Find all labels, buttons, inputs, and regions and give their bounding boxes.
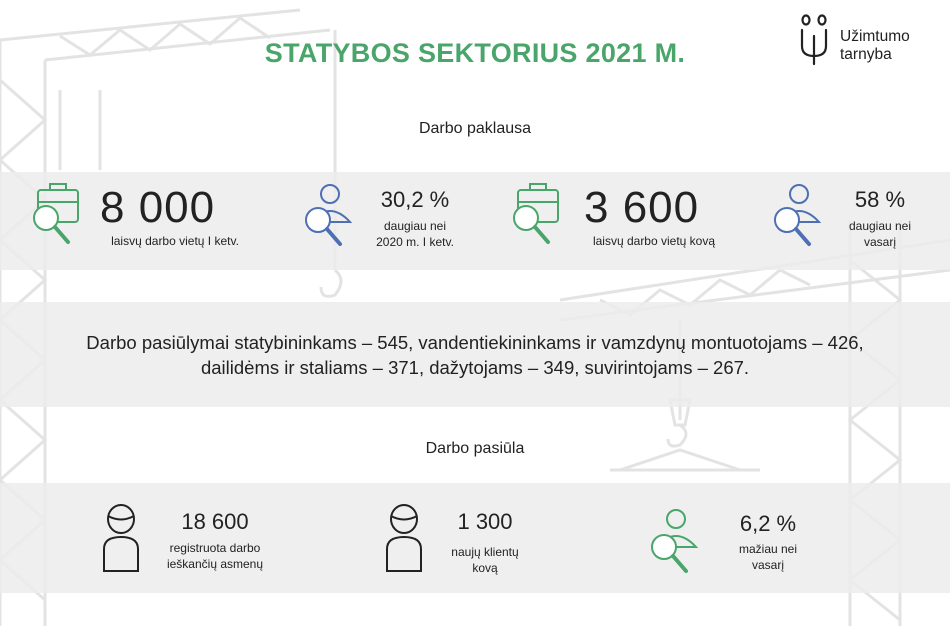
demand-caption-2a: daugiau nei — [383, 219, 447, 233]
demand-caption-3: laisvų darbo vietų kovą — [592, 234, 716, 248]
demand-caption-2b: 2020 m. I ketv. — [376, 235, 454, 249]
person-icon — [383, 503, 425, 575]
supply-value-2: 1 300 — [457, 509, 513, 534]
supply-value-3: 6,2 % — [739, 511, 797, 536]
demand-caption-1: laisvų darbo vietų I ketv. — [111, 234, 239, 248]
supply-caption-2a: naujų klientų — [451, 545, 519, 559]
person-search-icon — [642, 507, 704, 579]
supply-caption-3b: vasarį — [751, 558, 784, 572]
job-offers-text — [0, 330, 950, 380]
supply-caption-2b: kovą — [472, 561, 498, 575]
briefcase-search-icon — [506, 180, 564, 248]
supply-label: Darbo pasiūla — [425, 440, 525, 457]
demand-value-2: 30,2 % — [380, 187, 450, 212]
person-search-icon — [765, 182, 827, 250]
job-offers-line-2: dailidėms ir staliams – 371, dažytojams – 349, suvirintojams – 267. — [200, 357, 750, 378]
demand-caption-4a: daugiau nei — [848, 219, 912, 233]
logo-line-2: tarnyba — [840, 46, 892, 63]
logo-text — [840, 28, 910, 64]
job-offers-line-1: Darbo pasiūlymai statybininkams – 545, vandentiekininkams ir vamzdynų montuotojams – 426, — [86, 332, 864, 353]
supply-caption-1b: ieškančių asmenų — [166, 557, 264, 571]
demand-value-4: 58 % — [854, 187, 906, 212]
person-icon — [100, 503, 142, 575]
logo-line-1: Užimtumo — [840, 28, 910, 45]
demand-value-3: 3 600 — [584, 183, 700, 232]
page-title: STATYBOS SEKTORIUS 2021 M. — [264, 38, 686, 68]
demand-label: Darbo paklausa — [418, 120, 532, 137]
supply-value-1: 18 600 — [181, 509, 249, 534]
demand-value-1: 8 000 — [100, 183, 216, 232]
supply-band — [0, 483, 950, 593]
person-search-icon — [296, 182, 358, 250]
supply-caption-3a: mažiau nei — [738, 542, 798, 556]
demand-caption-4b: vasarį — [863, 235, 896, 249]
uzimtumo-tarnyba-logo-icon — [798, 14, 834, 66]
briefcase-search-icon — [26, 180, 84, 248]
supply-caption-1a: registruota darbo — [169, 541, 261, 555]
logo — [798, 14, 938, 66]
